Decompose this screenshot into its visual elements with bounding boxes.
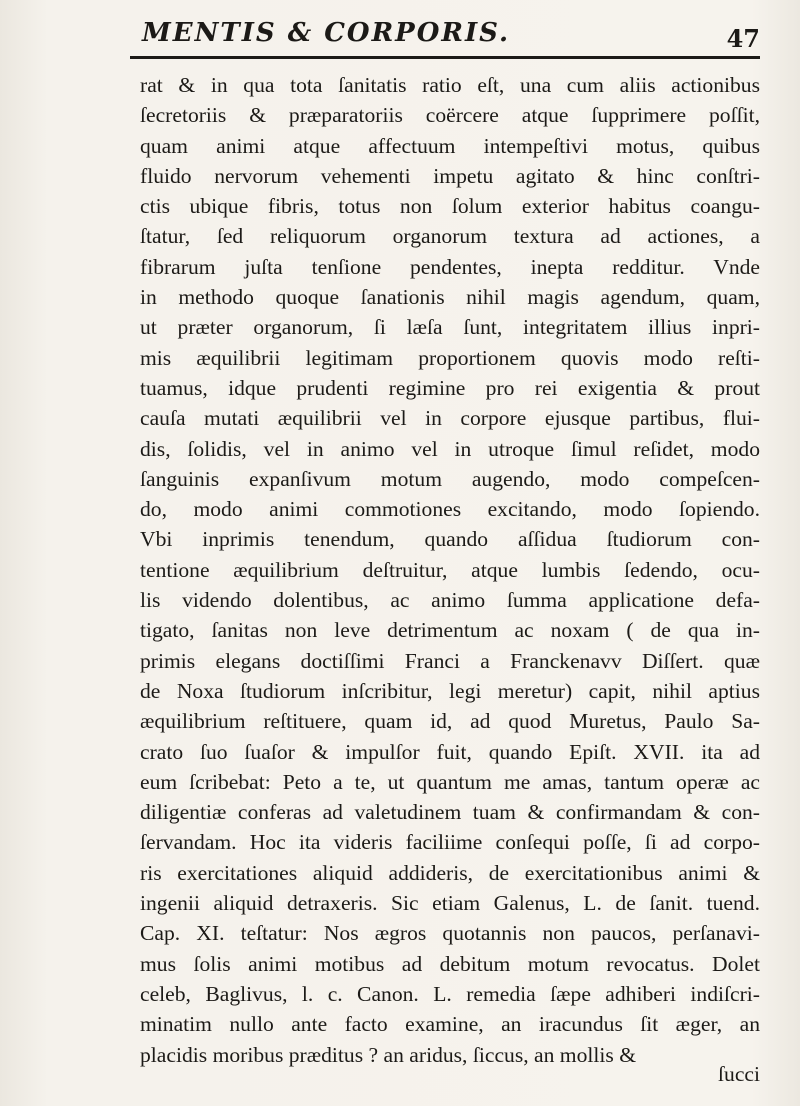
text-line: mus ſolis animi motibus ad debitum motum revocatus. Dolet <box>140 951 760 976</box>
text-line: in methodo quoque ſanationis nihil magis agendum, quam, <box>140 285 760 310</box>
text-line: æquilibrium reſtituere, quam id, ad quod Muretus, Paulo Sa- <box>140 709 760 734</box>
text-line: placidis moribus præditus ? an aridus, ſiccus, an mollis & <box>140 1042 636 1067</box>
text-line: ſtatur, ſed reliquorum organorum textura ad actiones, a <box>140 224 760 249</box>
text-line: tentione æquilibrium deſtruitur, atque lumbis ſedendo, ocu- <box>140 557 760 582</box>
text-line: ingenii aliquid detraxeris. Sic etiam Galenus, L. de ſanit. tuend. <box>140 891 760 916</box>
text-line: fluido nervorum vehementi impetu agitato & hinc conſtri- <box>140 163 760 188</box>
text-line: ris exercitationes aliquid addideris, de exercitationibus animi & <box>140 860 760 885</box>
text-line: tuamus, idque prudenti regimine pro rei exigentia & prout <box>140 375 760 400</box>
text-line: lis videndo dolentibus, ac animo ſumma applicatione defa- <box>140 588 760 613</box>
text-line: do, modo animi commotiones excitando, modo ſopiendo. <box>140 497 760 522</box>
text-line: celeb, Baglivus, l. c. Canon. L. remedia ſæpe adhiberi indiſcri- <box>140 981 760 1006</box>
text-line: de Noxa ſtudiorum inſcribitur, legi meretur) capit, nihil aptius <box>140 678 760 703</box>
text-line: ctis ubique fibris, totus non ſolum exterior habitus coangu- <box>140 194 760 219</box>
text-line: Cap. XI. teſtatur: Nos ægros quotannis non paucos, perſanavi- <box>140 921 760 946</box>
text-line: quam animi atque affectuum intempeſtivi motus, quibus <box>140 133 760 158</box>
catchword: ſucci <box>718 1062 760 1086</box>
text-line: ſervandam. Hoc ita videris faciliime conſequi poſſe, ſi ad corpo- <box>140 830 760 855</box>
text-line: mis æquilibrii legitimam proportionem quovis modo reſti- <box>140 345 760 370</box>
text-line: eum ſcribebat: Peto a te, ut quantum me amas, tantum operæ ac <box>140 769 760 794</box>
text-line: ſanguinis expanſivum motum augendo, modo compeſcen- <box>140 466 760 491</box>
text-line: primis elegans doctiſſimi Franci a Franckenavv Diſſert. quæ <box>140 648 760 673</box>
text-line: ſecretoriis & præparatoriis coërcere atque ſupprimere poſſit, <box>140 103 760 128</box>
running-title: MENTIS & CORPORIS. <box>142 18 511 48</box>
text-line: Vbi inprimis tenendum, quando aſſidua ſtudiorum con- <box>140 527 760 552</box>
text-line: crato ſuo ſuaſor & impulſor fuit, quando Epiſt. XVII. ita ad <box>140 739 760 764</box>
text-line: ut præter organorum, ſi læſa ſunt, integritatem illius inpri- <box>140 315 760 340</box>
text-line: fibrarum juſta tenſione pendentes, inepta redditur. Vnde <box>140 254 760 279</box>
header-rule <box>130 56 760 59</box>
text-line: rat & in qua tota ſanitatis ratio eſt, una cum aliis actionibus <box>140 73 760 97</box>
body-text <box>140 70 760 1070</box>
text-line: minatim nullo ante facto examine, an iracundus ſit æger, an <box>140 1012 760 1037</box>
page-number: 47 <box>726 24 760 53</box>
text-line: dis, ſolidis, vel in animo vel in utroque ſimul reſidet, modo <box>140 436 760 461</box>
text-line: diligentiæ conferas ad valetudinem tuam & confirmandam & con- <box>140 800 760 825</box>
text-line: tigato, ſanitas non leve detrimentum ac noxam ( de qua in- <box>140 618 760 643</box>
page-header <box>130 12 760 66</box>
text-line: cauſa mutati æquilibrii vel in corpore ejusque partibus, flui- <box>140 406 760 431</box>
